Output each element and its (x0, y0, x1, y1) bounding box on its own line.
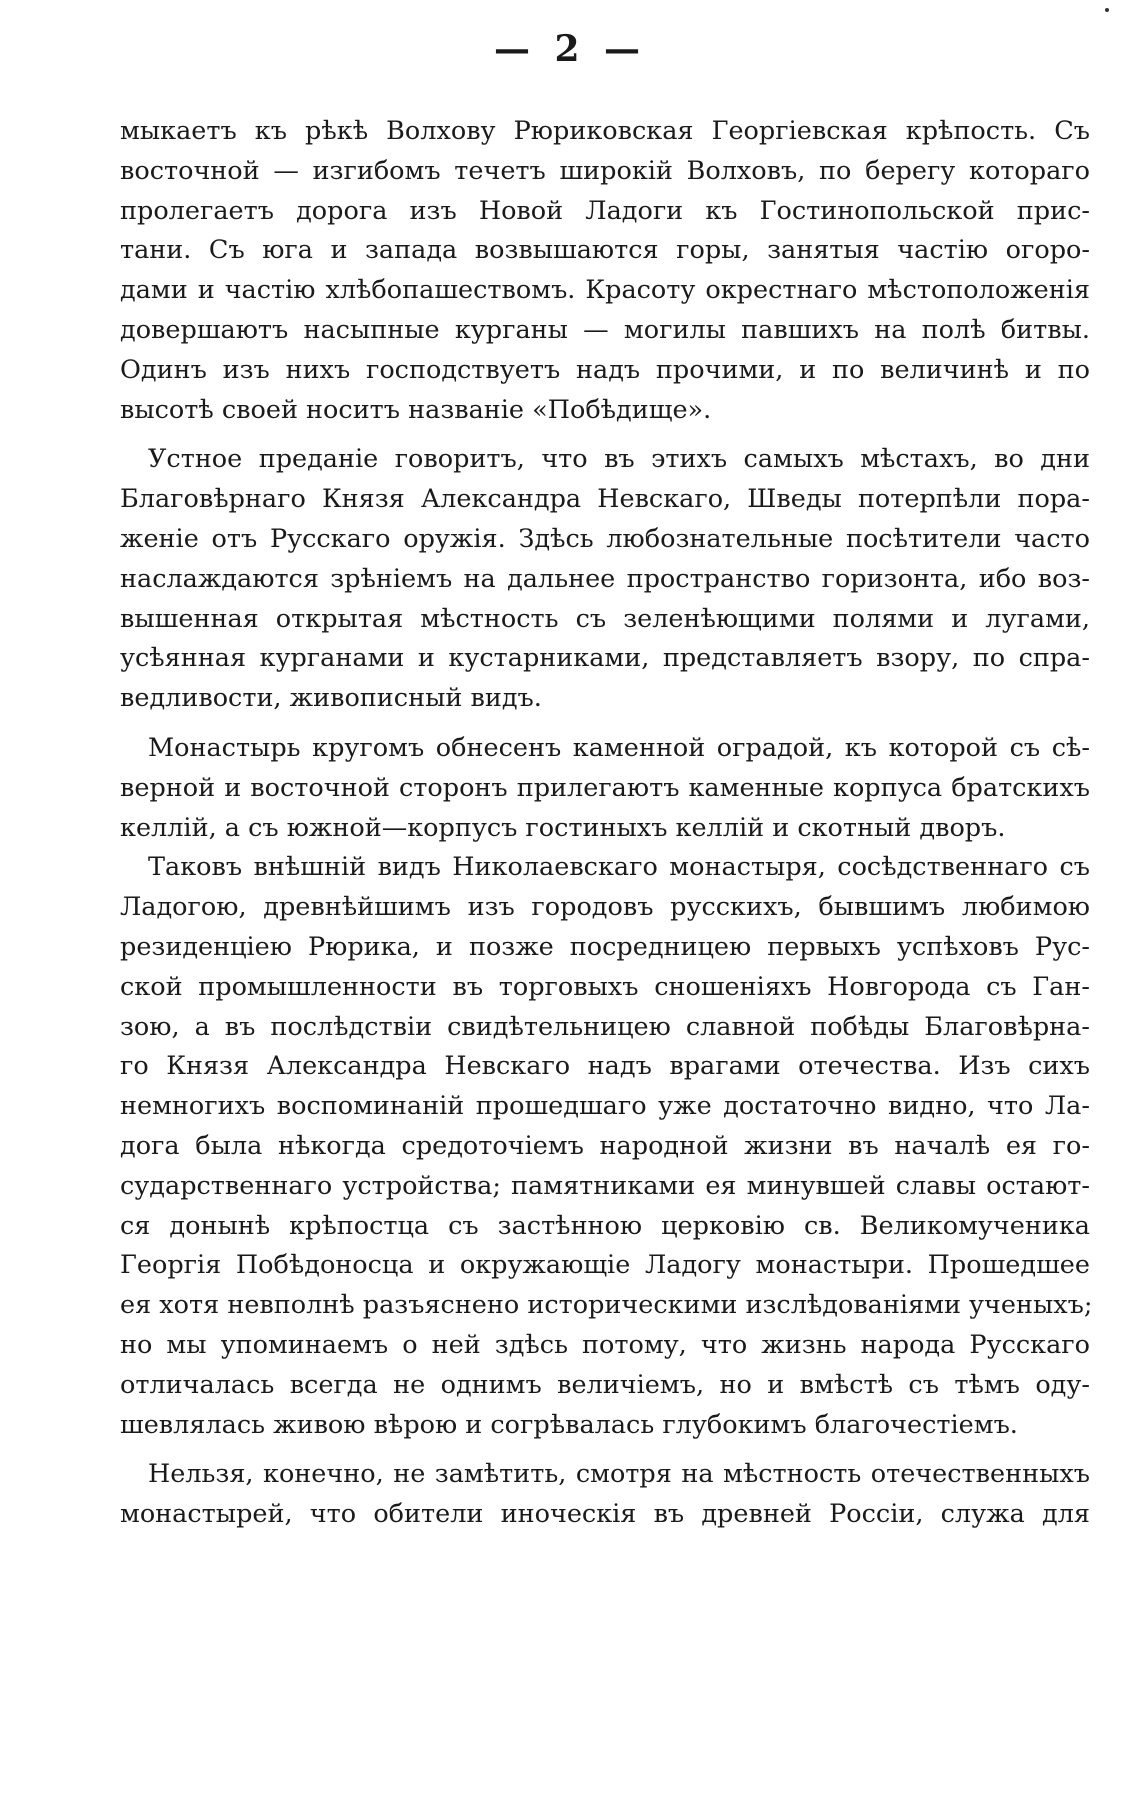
paragraph-3 (120, 729, 1090, 848)
text-line: сударственнаго устройства; памятниками ея минувшей славы остают- (120, 1170, 1090, 1201)
text-line: резиденціею Рюрика, и позже посредницею первыхъ успѣховъ Рус- (120, 931, 1090, 962)
text-line: пролегаетъ дорога изъ Новой Ладоги къ Гостинопольской прис- (120, 195, 1090, 226)
text-line: немногихъ воспоминаній прошедшаго уже достаточно видно, что Ла- (120, 1091, 1090, 1122)
text-line: Георгія Побѣдоносца и окружающіе Ладогу монастыри. Прошедшее (120, 1250, 1090, 1281)
text-line: ея хотя невполнѣ разъяснено историческими изслѣдованіями ученыхъ; (120, 1290, 1093, 1321)
text-line: верной и восточной сторонъ прилегаютъ каменные корпуса братскихъ (120, 772, 1090, 803)
text-line: мыкаетъ къ рѣкѣ Волхову Рюриковская Георгіевская крѣпость. Съ (120, 116, 1090, 146)
text-line: ской промышленности въ торговыхъ сношеніяхъ Новгорода съ Ган- (120, 971, 1090, 1002)
text-line: отличалась всегда не однимъ величіемъ, но и вмѣстѣ съ тѣмъ оду- (120, 1369, 1090, 1400)
text-line: го Князя Александра Невскаго надъ врагами отечества. Изъ сихъ (120, 1051, 1090, 1082)
text-line: шевлялась живою вѣрою и согрѣвалась глубокимъ благочестіемъ. (120, 1409, 1018, 1440)
text-line: монастырей, что обители иноческія въ древней Россіи, служа для (120, 1499, 1090, 1530)
text-line: келлій, а съ южной—корпусъ гостиныхъ келлій и скотный дворъ. (120, 812, 1006, 843)
text-line: дами и частію хлѣбопашествомъ. Красоту окрестнаго мѣстоположенія (120, 275, 1090, 306)
stray-ink-dot (1105, 8, 1109, 12)
text-line: довершаютъ насыпные курганы — могилы павшихъ на полѣ битвы. (120, 314, 1090, 345)
text-line: тани. Съ юга и запада возвышаются горы, занятыя частію огоро- (120, 235, 1090, 266)
page-body-text (120, 112, 1093, 1535)
text-line: высотѣ своей носитъ названіе «Побѣдище». (120, 394, 712, 425)
text-line: Нельзя, конечно, не замѣтить, смотря на мѣстность отечественныхъ (148, 1459, 1090, 1490)
text-line: наслаждаются зрѣніемъ на дальнее пространство горизонта, ибо воз- (120, 563, 1090, 594)
text-line: Одинъ изъ нихъ господствуетъ надъ прочими, и по величинѣ и по (120, 354, 1090, 385)
text-line: Благовѣрнаго Князя Александра Невскаго, Шведы потерпѣли пора- (120, 484, 1090, 515)
paragraph-5 (120, 1455, 1090, 1535)
paragraph-2 (120, 440, 1090, 719)
text-line: Монастырь кругомъ обнесенъ каменной оградой, къ которой съ сѣ- (148, 732, 1090, 763)
text-line: но мы упоминаемъ о ней здѣсь потому, что жизнь народа Русскаго (120, 1329, 1090, 1360)
text-line: Таковъ внѣшній видъ Николаевскаго монастыря, сосѣдственнаго съ (148, 852, 1090, 883)
page-number: — 2 — (493, 28, 647, 70)
text-line: усѣянная курганами и кустарниками, представляетъ взору, по спра- (120, 643, 1090, 674)
text-line: дога была нѣкогда средоточіемъ народной жизни въ началѣ ея го- (120, 1130, 1090, 1161)
paragraph-1 (120, 112, 1090, 430)
text-line: Ладогою, древнѣйшимъ изъ городовъ русскихъ, бывшимъ любимою (120, 892, 1090, 923)
text-line: ведливости, живописный видъ. (120, 683, 542, 714)
text-line: Устное преданіе говоритъ, что въ этихъ самыхъ мѣстахъ, во дни (148, 444, 1090, 475)
text-line: женіе отъ Русскаго оружія. Здѣсь любознательные посѣтители часто (120, 523, 1090, 554)
text-line: зою, а въ послѣдствіи свидѣтельницею славной побѣды Благовѣрна- (120, 1011, 1090, 1042)
text-line: вышенная открытая мѣстность съ зеленѣющими полями и лугами, (120, 603, 1090, 634)
text-line: восточной — изгибомъ течетъ широкій Волховъ, по берегу котораго (120, 155, 1090, 186)
paragraph-4 (120, 848, 1093, 1445)
text-line: ся донынѣ крѣпостца съ застѣнною церковію св. Великомученика (120, 1210, 1090, 1241)
